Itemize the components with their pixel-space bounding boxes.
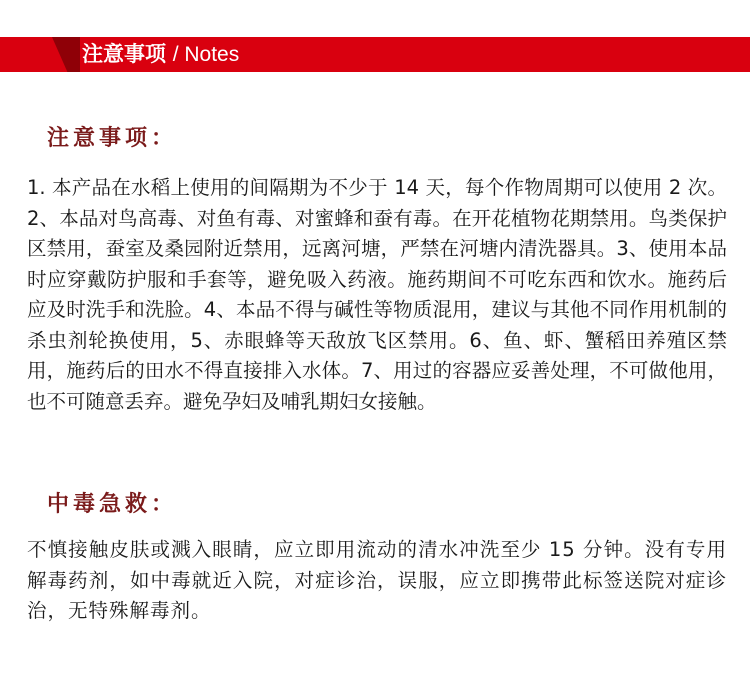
precautions-text: 1. 本产品在水稻上使用的间隔期为不少于 14 天，每个作物周期可以使用 2 次。2、本品对鸟高毒、对鱼有毒、对蜜蜂和蚕有毒。在开花植物花期禁用。鸟类保护区禁用，蚕室及桑园附近禁用，远离河塘，严禁在河塘内清洗器具。3、使用本品时应穿戴防护服和手套等，避免吸入药液。施药期间不可吃东西和饮水。施药后应及时洗手和洗脸。4、本品不得与碱性等物质混用，建议与其他不同作用机制的杀虫剂轮换使用，5、赤眼蜂等天敌放飞区禁用。6、鱼、虾、蟹稻田养殖区禁用，施药后的田水不得直接排入水体。7、用过的容器应妥善处理，不可做他用，也不可随意丢弃。避免孕妇及哺乳期妇女接触。 bbox=[27, 176, 727, 413]
first-aid-heading: 中毒急救： bbox=[47, 492, 178, 517]
precautions-heading: 注意事项： bbox=[47, 126, 178, 151]
banner-title-en: / Notes bbox=[172, 43, 240, 66]
banner-title bbox=[82, 37, 239, 72]
banner-title-cn: 注意事项 bbox=[82, 42, 166, 66]
first-aid-text: 不慎接触皮肤或溅入眼睛，应立即用流动的清水冲洗至少 15 分钟。没有专用解毒药剂，如中毒就近入院，对症诊治，误服，应立即携带此标签送院对症诊治，无特殊解毒剂。 bbox=[27, 538, 727, 622]
